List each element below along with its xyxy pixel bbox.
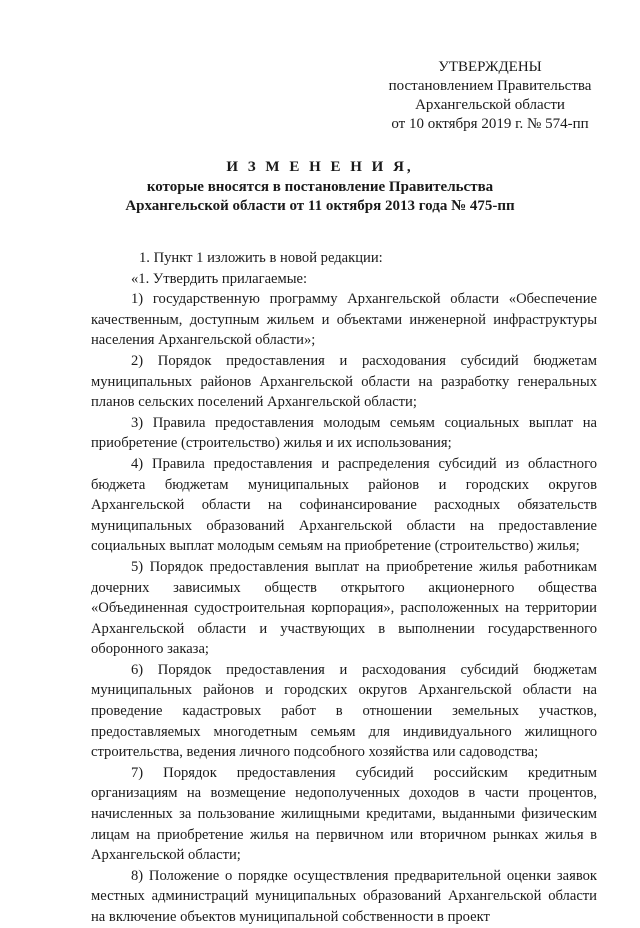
approval-line-date: от 10 октября 2019 г. № 574-пп: [391, 116, 589, 132]
approval-line-region: Архангельской области: [415, 97, 565, 113]
paragraph-item-8: 8) Положение о порядке осуществления предварительной оценки заявок местных администраций муниципальных образований Архангельской области на включение объектов муниципальной собственности в проект: [91, 867, 597, 925]
paragraph-item-5: 5) Порядок предоставления выплат на приобретение жилья работникам дочерних зависимых обществ открытого акционерного общества «Объединенная судостроительная корпорация», расположенных на территории Архангельской области и участвующих в выполнении государственного оборонного заказа;: [91, 558, 597, 658]
paragraph-item-6: 6) Порядок предоставления и расходования субсидий бюджетам муниципальных районов и городских округов Архангельской области на проведение кадастровых работ в отношении земельных участков, предоставляемых многодетным семьям для индивидуального жилищного строительства, ведения личного подсобного хозяйства или садоводства;: [91, 661, 597, 761]
title-subtitle-line2: Архангельской области от 11 октября 2013 года № 475-пп: [125, 198, 515, 214]
approval-title: УТВЕРЖДЕНЫ: [438, 59, 542, 75]
paragraph-approve: «1. Утвердить прилагаемые:: [131, 270, 308, 287]
approval-line-decree: постановлением Правительства: [388, 78, 592, 94]
approval-stamp: [360, 58, 620, 134]
paragraph-point-1: 1. Пункт 1 изложить в новой редакции:: [139, 250, 383, 266]
title-subtitle-line1: которые вносятся в постановление Правительства: [146, 178, 494, 195]
paragraph-item-2: 2) Порядок предоставления и расходования субсидий бюджетам муниципальных районов Архангельской области на разработку генеральных планов сельских поселений Архангельской области;: [91, 352, 597, 411]
document-body: [91, 248, 597, 928]
paragraph-item-3: 3) Правила предоставления молодым семьям социальных выплат на приобретение (строительство) жилья и их использования;: [91, 414, 597, 452]
paragraph-item-1: 1) государственную программу Архангельской области «Обеспечение качественным, доступным жильем и объектами инженерной инфраструктуры населения Архангельской области»;: [91, 291, 597, 349]
document-title: [90, 158, 550, 217]
paragraph-item-4: 4) Правила предоставления и распределения субсидий из областного бюджета бюджетам муниципальных районов и городских округов Архангельской области на софинансирование расходных обязательств муниципальных образований Архангельской области на предоставление социальных выплат молодым семьям на приобретение (строительство) жилья;: [91, 455, 597, 555]
paragraph-item-7: 7) Порядок предоставления субсидий российским кредитным организациям на возмещение недополученных доходов в части процентов, начисленных за пользование жилищными кредитами, выданными физическим лицам на приобретение жилья на первичном или вторичном рынках жилья в Архангельской области;: [91, 764, 597, 864]
title-heading: И З М Е Н Е Н И Я,: [226, 159, 414, 175]
